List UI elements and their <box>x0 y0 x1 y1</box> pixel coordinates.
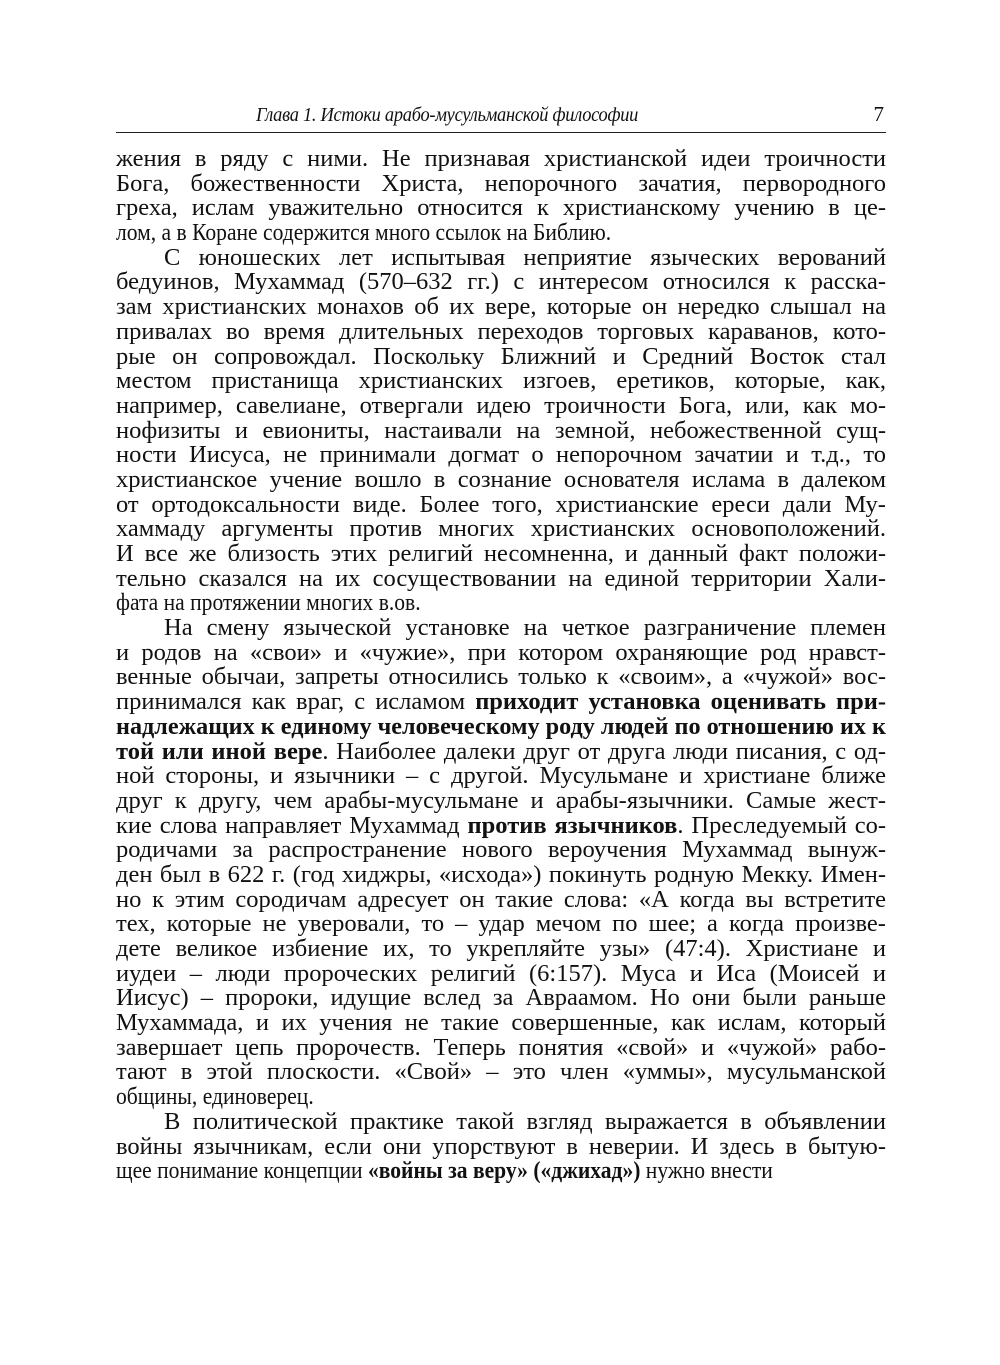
text-line <box>116 616 886 641</box>
text-line <box>116 443 886 468</box>
running-header <box>116 98 886 133</box>
text-run: Иисус) – пророки, идущие вслед за Авраамом. Но они были раньше <box>116 984 886 1012</box>
text-run: кие слова направляет Мухаммад <box>116 811 468 839</box>
text-line <box>116 638 886 666</box>
text-run: тают в этой плоскости. «Свой» – это член «уммы», мусульманской <box>116 1058 887 1086</box>
text-run: друг к другу, чем арабы-мусульмане и арабы-язычники. Самые жест- <box>116 786 886 814</box>
text-line <box>116 490 886 518</box>
text-line <box>116 391 887 419</box>
text-line <box>116 1159 886 1184</box>
body-text <box>116 147 886 1184</box>
text-line <box>116 665 886 690</box>
text-line <box>116 986 886 1011</box>
bold-emphasis: той или иной вере <box>116 737 323 765</box>
text-run: фата на протяжении многих в.ов. <box>116 589 421 617</box>
text-run: И все же близость этих религий несомненна, и данный факт положи- <box>116 540 887 567</box>
text-line <box>116 270 886 295</box>
paragraph <box>116 147 886 246</box>
text-run: рые он сопровождал. Поскольку Ближний и Средний Восток стал <box>116 342 887 370</box>
text-line <box>116 1132 887 1160</box>
text-line <box>116 1060 886 1085</box>
text-run: иудеи – люди пророческих религий (6:157). Муса и Иса (Моисей и <box>116 959 887 987</box>
text-run: зам христианских монахов об их вере, которые он нередко слышал на <box>116 293 886 321</box>
text-run: . Наиболее далеки друг от друга люди писания, с од- <box>322 737 887 765</box>
text-line <box>116 811 887 839</box>
text-run: На смену языческой установке на четкое разграничение племен <box>164 614 887 642</box>
text-line <box>116 912 886 937</box>
text-line <box>116 147 886 172</box>
paragraph <box>116 243 887 617</box>
text-run: тех, которые не уверовали, то – удар мечом по шее; а когда произве- <box>116 910 886 938</box>
text-line <box>116 564 887 592</box>
paragraph <box>116 616 886 1110</box>
text-line <box>116 221 886 246</box>
text-line <box>116 317 887 345</box>
text-line <box>116 369 886 394</box>
text-line <box>116 591 886 616</box>
text-run: христианское учение вошло в сознание основателя ислама в далеком <box>116 465 887 493</box>
text-line <box>116 465 887 493</box>
bold-emphasis: «войны за веру» («джихад») <box>367 1157 641 1185</box>
text-line <box>116 786 886 814</box>
text-run: местом пристанища христианских изгоев, еретиков, которые, как, <box>116 367 887 395</box>
text-line <box>116 1107 886 1135</box>
text-run: С юношеских лет испытывая неприятие языческих верований <box>164 243 886 271</box>
text-run: например, савелиане, отвергали идею троичности Бога, или, как мо- <box>116 391 887 419</box>
text-line <box>116 342 887 370</box>
text-run: тельно сказался на их сосуществовании на единой территории Хали- <box>116 564 887 592</box>
text-line <box>116 1033 887 1061</box>
text-line <box>116 1011 886 1036</box>
text-line <box>116 517 886 542</box>
text-line <box>116 838 886 863</box>
text-line <box>116 737 887 765</box>
text-run: щее понимание концепции <box>116 1157 368 1185</box>
text-run: общины, единоверец. <box>116 1083 314 1111</box>
bold-emphasis: приходит установка оценивать при- <box>475 688 887 716</box>
text-run: от ортодоксальности виде. Более того, христианские ереси дали Му- <box>116 490 886 518</box>
paragraph <box>116 1107 887 1185</box>
text-run: родичами за распространение нового вероучения Мухаммад вынуж- <box>116 836 886 864</box>
text-run: бедуинов, Мухаммад (570–632 гг.) с интересом относился к расска- <box>116 268 887 296</box>
text-run: ности Иисуса, не принимали догмат о непорочном зачатии и т.д., то <box>116 441 886 469</box>
text-run: лом, а в Коране содержится много ссылок на Библию. <box>116 219 612 247</box>
bold-emphasis: надлежащих к единому человеческому роду людей по отношению их к <box>116 712 886 740</box>
chapter-title: Глава 1. Истоки арабо-мусульманской философии <box>256 104 639 126</box>
text-line <box>116 860 886 888</box>
text-run: . Преследуемый со- <box>677 811 887 839</box>
text-run: войны язычникам, если они упорствуют в неверии. И здесь в бытую- <box>116 1132 887 1160</box>
text-run: ной стороны, и язычники – с другой. Мусульмане и христиане ближе <box>116 762 886 790</box>
text-run: привалах во время длительных переходов торговых караванов, кото- <box>116 317 887 345</box>
text-line <box>116 169 887 197</box>
text-line <box>116 937 886 962</box>
text-line <box>116 712 886 740</box>
text-run: В политической практике такой взгляд выражается в объявлении <box>164 1107 886 1135</box>
text-run: Мухаммада, и их учения не такие совершенные, как ислам, который <box>116 1009 887 1037</box>
text-line <box>116 959 887 987</box>
text-run: венные обычаи, запреты относились только к «своим», а «чужой» вос- <box>116 663 887 691</box>
text-line <box>116 295 886 320</box>
book-page <box>116 98 886 1184</box>
text-line <box>116 243 886 271</box>
text-run: Бога, божественности Христа, непорочного зачатия, первородного <box>116 169 887 197</box>
bold-emphasis: против язычников <box>467 811 678 839</box>
text-run: но к этим сородичам адресует он такие слова: «А когда вы встретите <box>116 885 887 913</box>
text-run: и родов на «свои» и «чужие», при котором охраняющие род нравст- <box>116 638 886 666</box>
text-line <box>116 542 886 567</box>
text-run: жения в ряду с ними. Не признавая христианской идеи троичности <box>116 145 887 172</box>
text-run: хаммаду аргументы против многих христианских основоположений. <box>116 515 886 543</box>
text-line <box>116 690 886 715</box>
text-run: завершает цепь пророчеств. Теперь понятия «свой» и «чужой» рабо- <box>116 1033 887 1061</box>
text-run: нофизиты и евиониты, настаивали на земной, небожественной сущ- <box>116 416 886 444</box>
text-line <box>116 416 886 444</box>
page-number: 7 <box>873 102 884 126</box>
text-run: греха, ислам уважительно относится к христианскому учению в це- <box>116 194 887 222</box>
text-run: принимался как враг, с исламом <box>116 688 476 716</box>
text-run: ден был в 622 г. (год хиджры, «исхода») покинуть родную Мекку. Имен- <box>116 860 886 888</box>
text-run: дете великое избиение их, то укрепляйте узы» (47:4). Христиане и <box>116 935 887 962</box>
text-line <box>116 196 886 221</box>
text-line <box>116 1085 886 1110</box>
text-line <box>116 885 887 913</box>
text-run: нужно внести <box>640 1157 773 1185</box>
text-line <box>116 764 886 789</box>
